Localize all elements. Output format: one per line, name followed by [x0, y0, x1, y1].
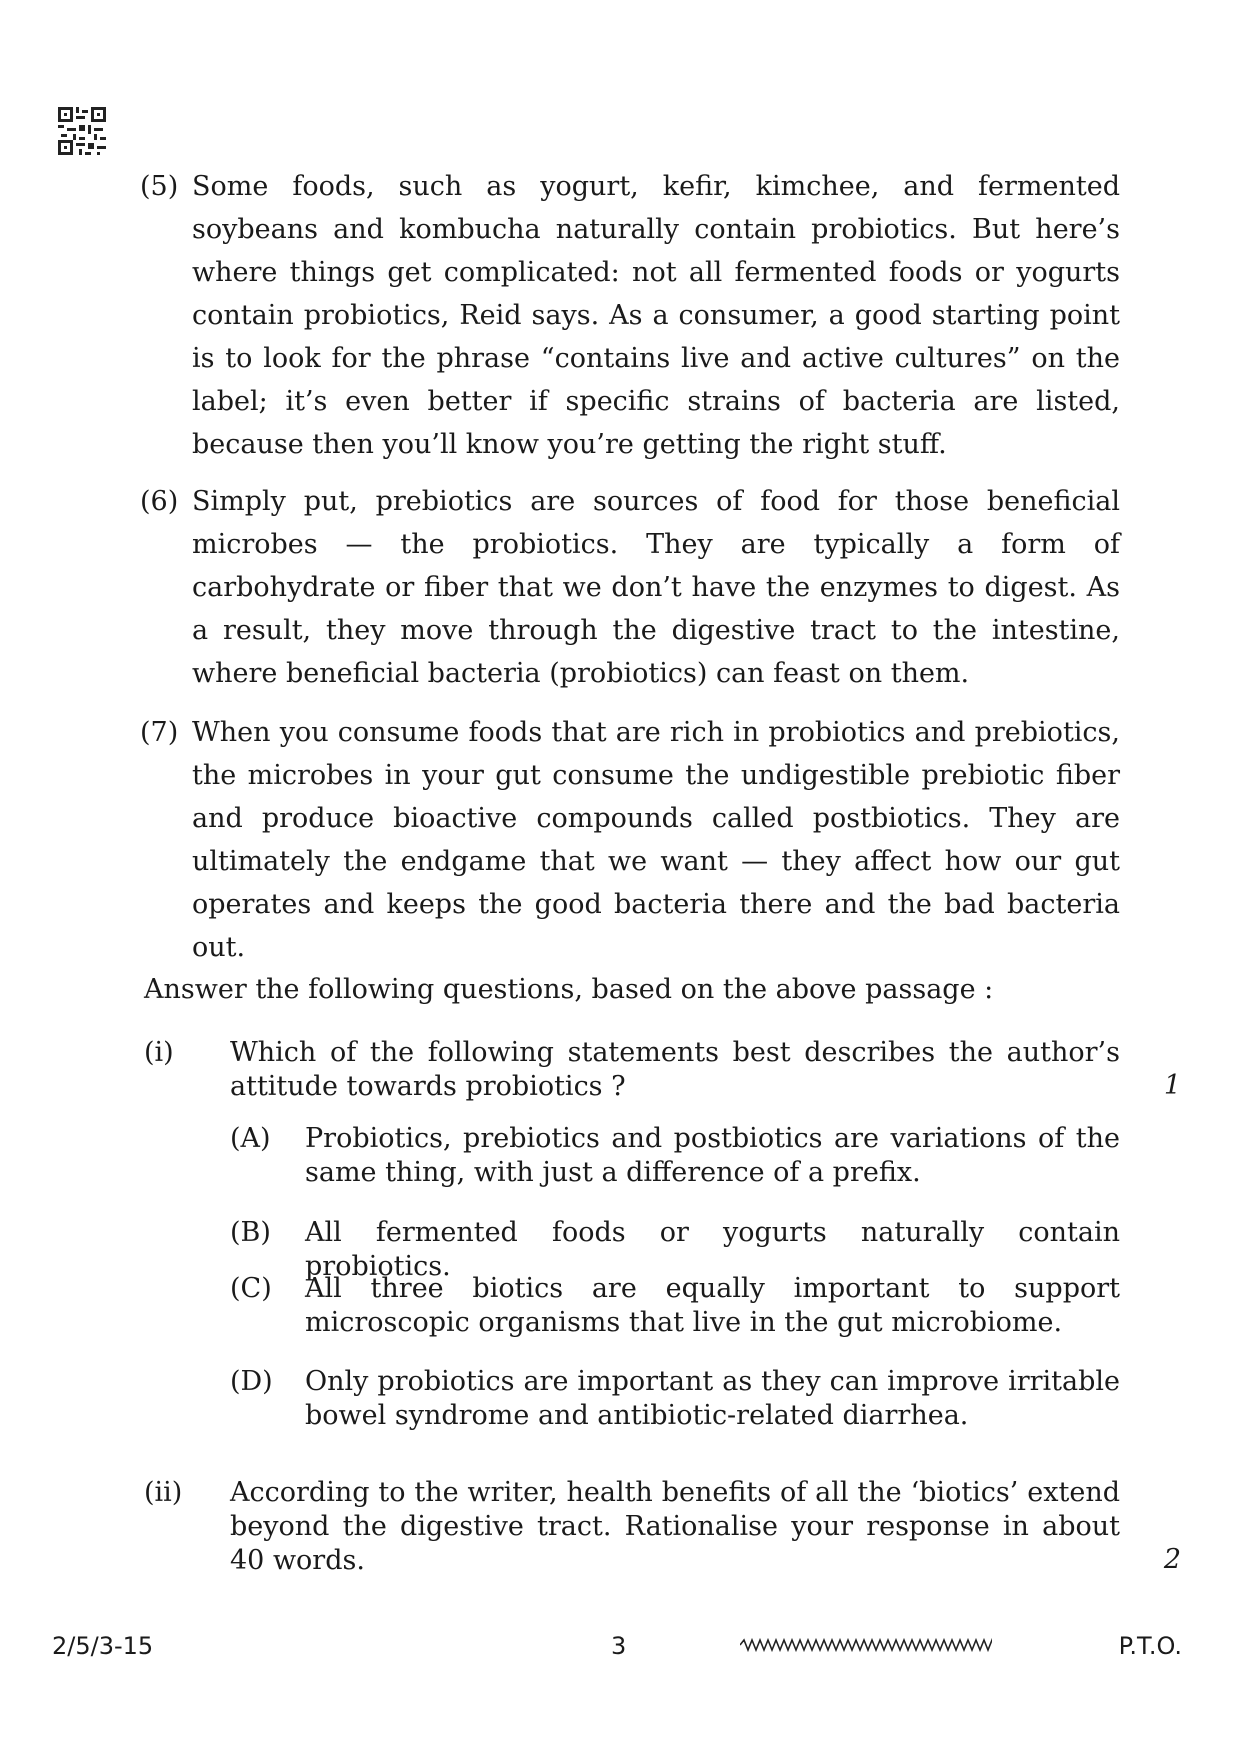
- page-number: 3: [611, 1632, 627, 1660]
- question-text: According to the writer, health benefits of all the ‘biotics’ extend beyond the digestive tract. Rationalise your response in about 40 words.: [230, 1477, 1120, 1576]
- question-2: [144, 1476, 1120, 1578]
- paragraph-text: When you consume foods that are rich in probiotics and prebiotics, the microbes in your gut consume the undigestible prebiotic fiber and produce bioactive compounds called postbiotics. They are ultimately the endgame that we want — they affect how our gut operates and keeps the good bacteria there and the bad bacteria out.: [192, 717, 1120, 963]
- option-text: All fermented foods or yogurts naturally contain probiotics.: [305, 1217, 1120, 1282]
- option-label: (B): [230, 1217, 271, 1248]
- option-label: (D): [230, 1366, 273, 1397]
- option-text: Only probiotics are important as they can improve irritable bowel syndrome and antibiotic-related diarrhea.: [305, 1366, 1120, 1431]
- question-1-marks: 1: [1163, 1070, 1181, 1101]
- paragraph-number: (7): [140, 717, 179, 748]
- paragraph-number: (5): [140, 171, 179, 202]
- option-d: [230, 1365, 1120, 1433]
- option-text: All three biotics are equally important to support microscopic organisms that live in the gut microbiome.: [305, 1273, 1120, 1338]
- instruction-text: Answer the following questions, based on the above passage :: [144, 974, 994, 1005]
- paper-code: 2/5/3-15: [52, 1632, 154, 1660]
- qr-code-icon: [58, 107, 106, 155]
- wavy-line-decoration: [740, 1635, 992, 1655]
- option-text: Probiotics, prebiotics and postbiotics are variations of the same thing, with just a difference of a prefix.: [305, 1123, 1120, 1188]
- question-number: (ii): [144, 1477, 183, 1508]
- passage-paragraph-5: [140, 165, 1120, 466]
- option-a: [230, 1122, 1120, 1190]
- question-1: [144, 1036, 1120, 1104]
- passage-paragraph-7: [140, 711, 1120, 969]
- option-c: [230, 1272, 1120, 1340]
- question-number: (i): [144, 1037, 174, 1068]
- option-label: (A): [230, 1123, 271, 1154]
- question-2-marks: 2: [1163, 1544, 1181, 1575]
- paragraph-number: (6): [140, 486, 179, 517]
- paragraph-text: Simply put, prebiotics are sources of food for those beneficial microbes — the probiotics. They are typically a form of carbohydrate or fiber that we don’t have the enzymes to digest. As a result, they move through the digestive tract to the intestine, where beneficial bacteria (probiotics) can feast on them.: [192, 486, 1120, 689]
- pto-text: P.T.O.: [1118, 1632, 1182, 1660]
- option-label: (C): [230, 1273, 272, 1304]
- paragraph-text: Some foods, such as yogurt, kefir, kimchee, and fermented soybeans and kombucha naturally contain probiotics. But here’s where things get complicated: not all fermented foods or yogurts contain probiotics, Reid says. As a consumer, a good starting point is to look for the phrase “contains live and active cultures” on the label; it’s even better if specific strains of bacteria are listed, because then you’ll know you’re getting the right stuff.: [192, 171, 1120, 460]
- question-text: Which of the following statements best describes the author’s attitude towards probiotics ?: [230, 1037, 1120, 1102]
- passage-paragraph-6: [140, 480, 1120, 695]
